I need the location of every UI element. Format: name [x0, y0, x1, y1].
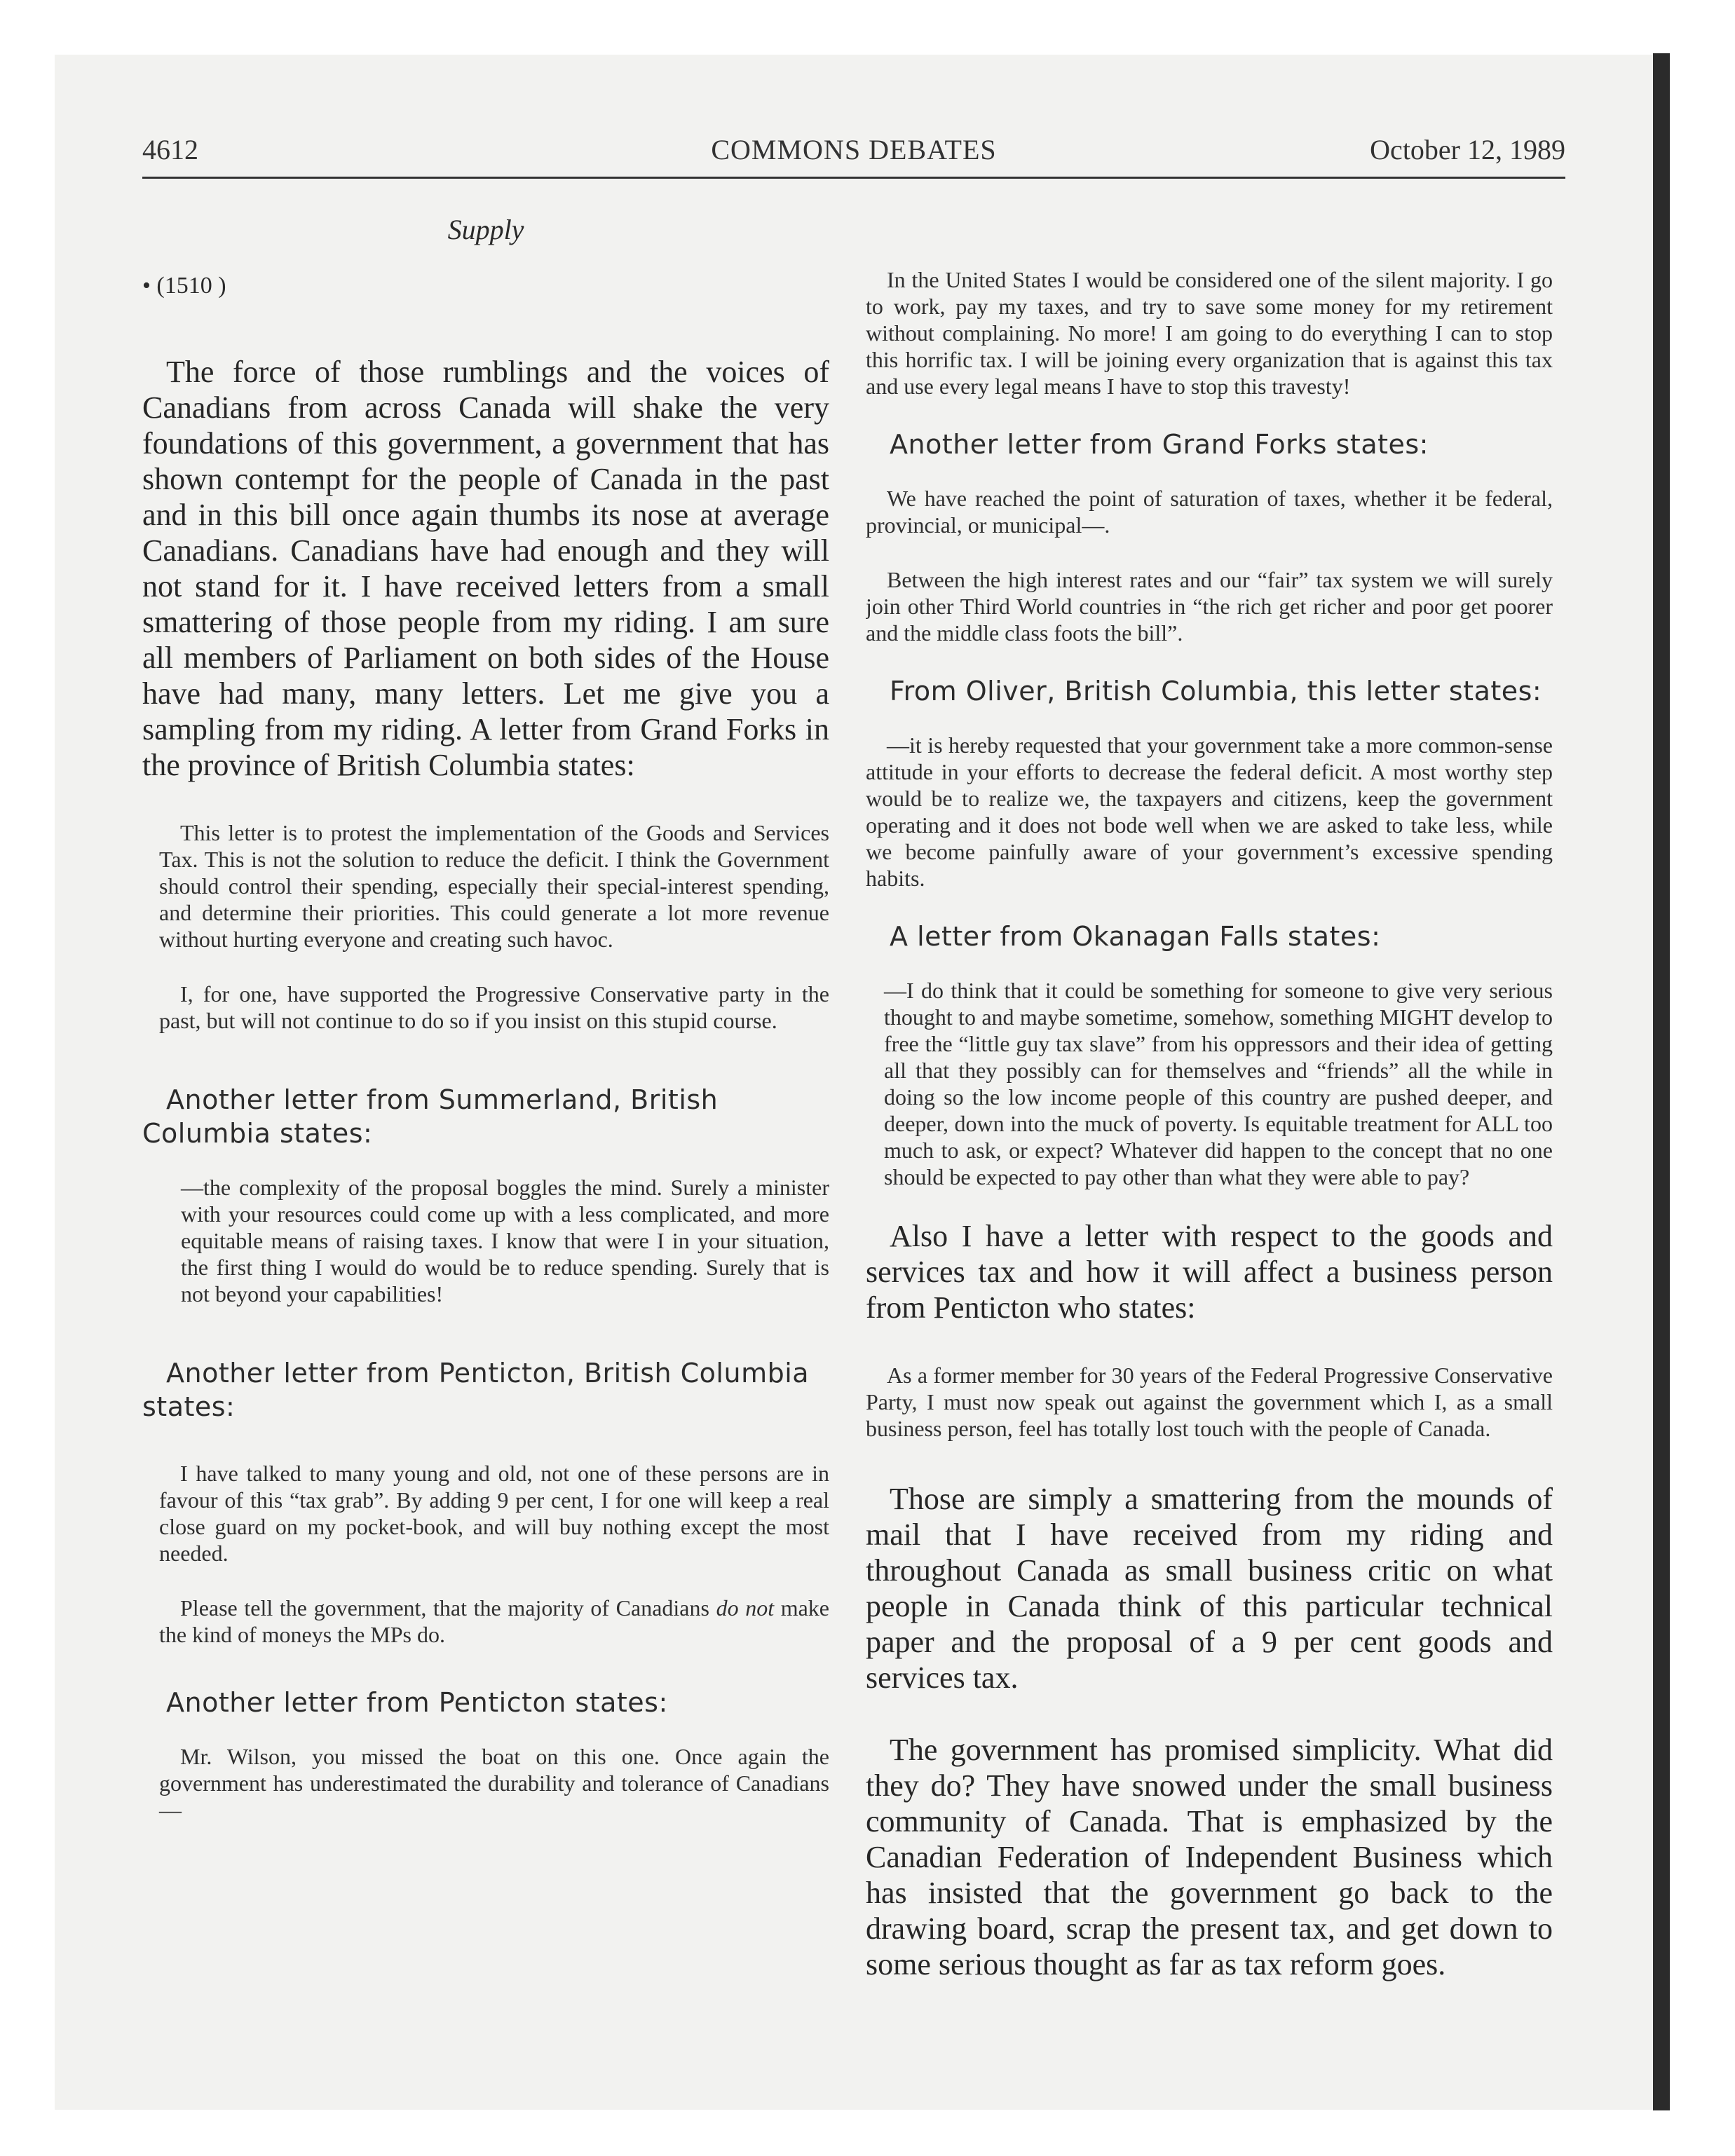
publication-title: COMMONS DEBATES	[711, 134, 997, 165]
quoted-letter: As a former member for 30 years of the Federal Progressive Conservative Party, I must now speak out against the government which I, as a small business person, feel has totally lost touch with the people of Canada.	[866, 1363, 1553, 1441]
emphasis-text: do not	[716, 1595, 775, 1621]
section-heading: Supply	[447, 214, 524, 245]
quoted-letter: I have talked to many young and old, not one of these persons are in favour of this “tax grab”. By adding 9 per cent, I for one will keep a real close guard on my pocket-book, and will buy nothing except the most needed.	[159, 1461, 829, 1566]
speech-paragraph: The force of those rumblings and the voices of Canadians from across Canada will shake the very foundations of this government, a government that has shown contempt for the people of Canada in the past and in this bill once again thumbs its nose at average Canadians. Canadians have had enough and they will not stand for it. I have received letters from a small smattering of those people from my riding. I am sure all members of Parliament on both sides of the House have had many, many letters. Let me give you a sampling from my riding. A letter from Grand Forks in the province of British Columbia states:	[142, 355, 829, 782]
quoted-letter: We have reached the point of saturation of taxes, whether it be federal, provincial, or municipal—.	[866, 486, 1553, 538]
letter-intro: Another letter from Penticton, British Columbia states:	[142, 1358, 810, 1422]
quoted-letter: Between the high interest rates and our “fair” tax system we will surely join other Third World countries in “the rich get richer and poor get poorer and the middle class foots the bill”.	[866, 567, 1553, 646]
time-mark: • (1510 )	[142, 273, 226, 299]
quote-text: Please tell the government, that the majority of Canadians	[180, 1595, 716, 1621]
quoted-letter: This letter is to protest the implementation of the Goods and Services Tax. This is not the solution to reduce the deficit. I think the Government should control their spending, especially their special-interest spending, and determine their priorities. This could generate a lot more revenue without hurting everyone and creating such havoc.	[159, 820, 829, 952]
quoted-letter: In the United States I would be considered one of the silent majority. I go to work, pay my taxes, and try to save some money for my retirement without complaining. No more! I am going to do everything I can to stop this horrific tax. I will be joining every organization that is against this tax and use every legal means I have to stop this travesty!	[866, 267, 1553, 399]
letter-intro: Another letter from Summerland, British Columbia states:	[142, 1084, 719, 1149]
left-column	[142, 203, 829, 2026]
page-date: October 12, 1989	[1370, 134, 1565, 165]
quoted-letter: I, for one, have supported the Progressive Conservative party in the past, but will not continue to do so if you insist on this stupid course.	[159, 981, 829, 1033]
quoted-letter	[142, 1595, 829, 1648]
letter-intro: Another letter from Grand Forks states:	[890, 429, 1429, 460]
header-rule	[142, 177, 1565, 179]
quoted-letter: —it is hereby requested that your government take a more common-sense attitude in your efforts to decrease the federal deficit. A most worthy step would be to realize we, the taxpayers and citizens, keep the government operating and it does not bode well when we are asked to take less, while we become painfully aware of your government’s excessive spending habits.	[866, 732, 1553, 891]
quoted-letter: Mr. Wilson, you missed the boat on this one. Once again the government has underestimated the durability and tolerance of Canadians—	[159, 1744, 829, 1822]
letter-intro: A letter from Okanagan Falls states:	[890, 921, 1381, 952]
speech-paragraph: The government has promised simplicity. What did they do? They have snowed under the small business community of Canada. That is emphasized by the Canadian Federation of Independent Business which has insisted that the government go back to the drawing board, scrap the present tax, and get down to some serious thought as far as tax reform goes.	[866, 1733, 1553, 1981]
letter-intro: From Oliver, British Columbia, this letter states:	[890, 676, 1542, 707]
scan-edge-bar	[1653, 53, 1670, 2110]
right-column	[866, 203, 1553, 2026]
page-header	[142, 133, 1565, 175]
speech-paragraph: Those are simply a smattering from the mounds of mail that I have received from my riding and throughout Canada as small business critic on what people in Canada think of this particular technical paper and the proposal of a 9 per cent goods and services tax.	[866, 1482, 1553, 1695]
quoted-letter: —I do think that it could be something for someone to give very serious thought to and maybe sometime, somehow, something MIGHT develop to free the “little guy tax slave” from his oppressors and their idea of getting all that they possibly can for themselves and “friends” all the while in doing so the low income people of this country are pushed deeper, and deeper, down into the muck of poverty. Is equitable treatment for ALL too much to ask, or expect? Whatever did happen to the concept that no one should be expected to pay other than what they were able to pay?	[884, 978, 1553, 1189]
letter-intro: Another letter from Penticton states:	[166, 1687, 668, 1718]
quoted-letter: —the complexity of the proposal boggles the mind. Surely a minister with your resources could come up with a less complicated, and more equitable means of raising taxes. I know that were I in your situation, the first thing I would do would be to reduce spending. Surely that is not beyond your capabilities!	[181, 1175, 829, 1306]
quote-text: make the kind of moneys the MPs do.	[159, 1595, 829, 1647]
speech-paragraph: Also I have a letter with respect to the goods and services tax and how it will affect a business person from Penticton who states:	[866, 1219, 1553, 1325]
page-number: 4612	[142, 134, 198, 165]
